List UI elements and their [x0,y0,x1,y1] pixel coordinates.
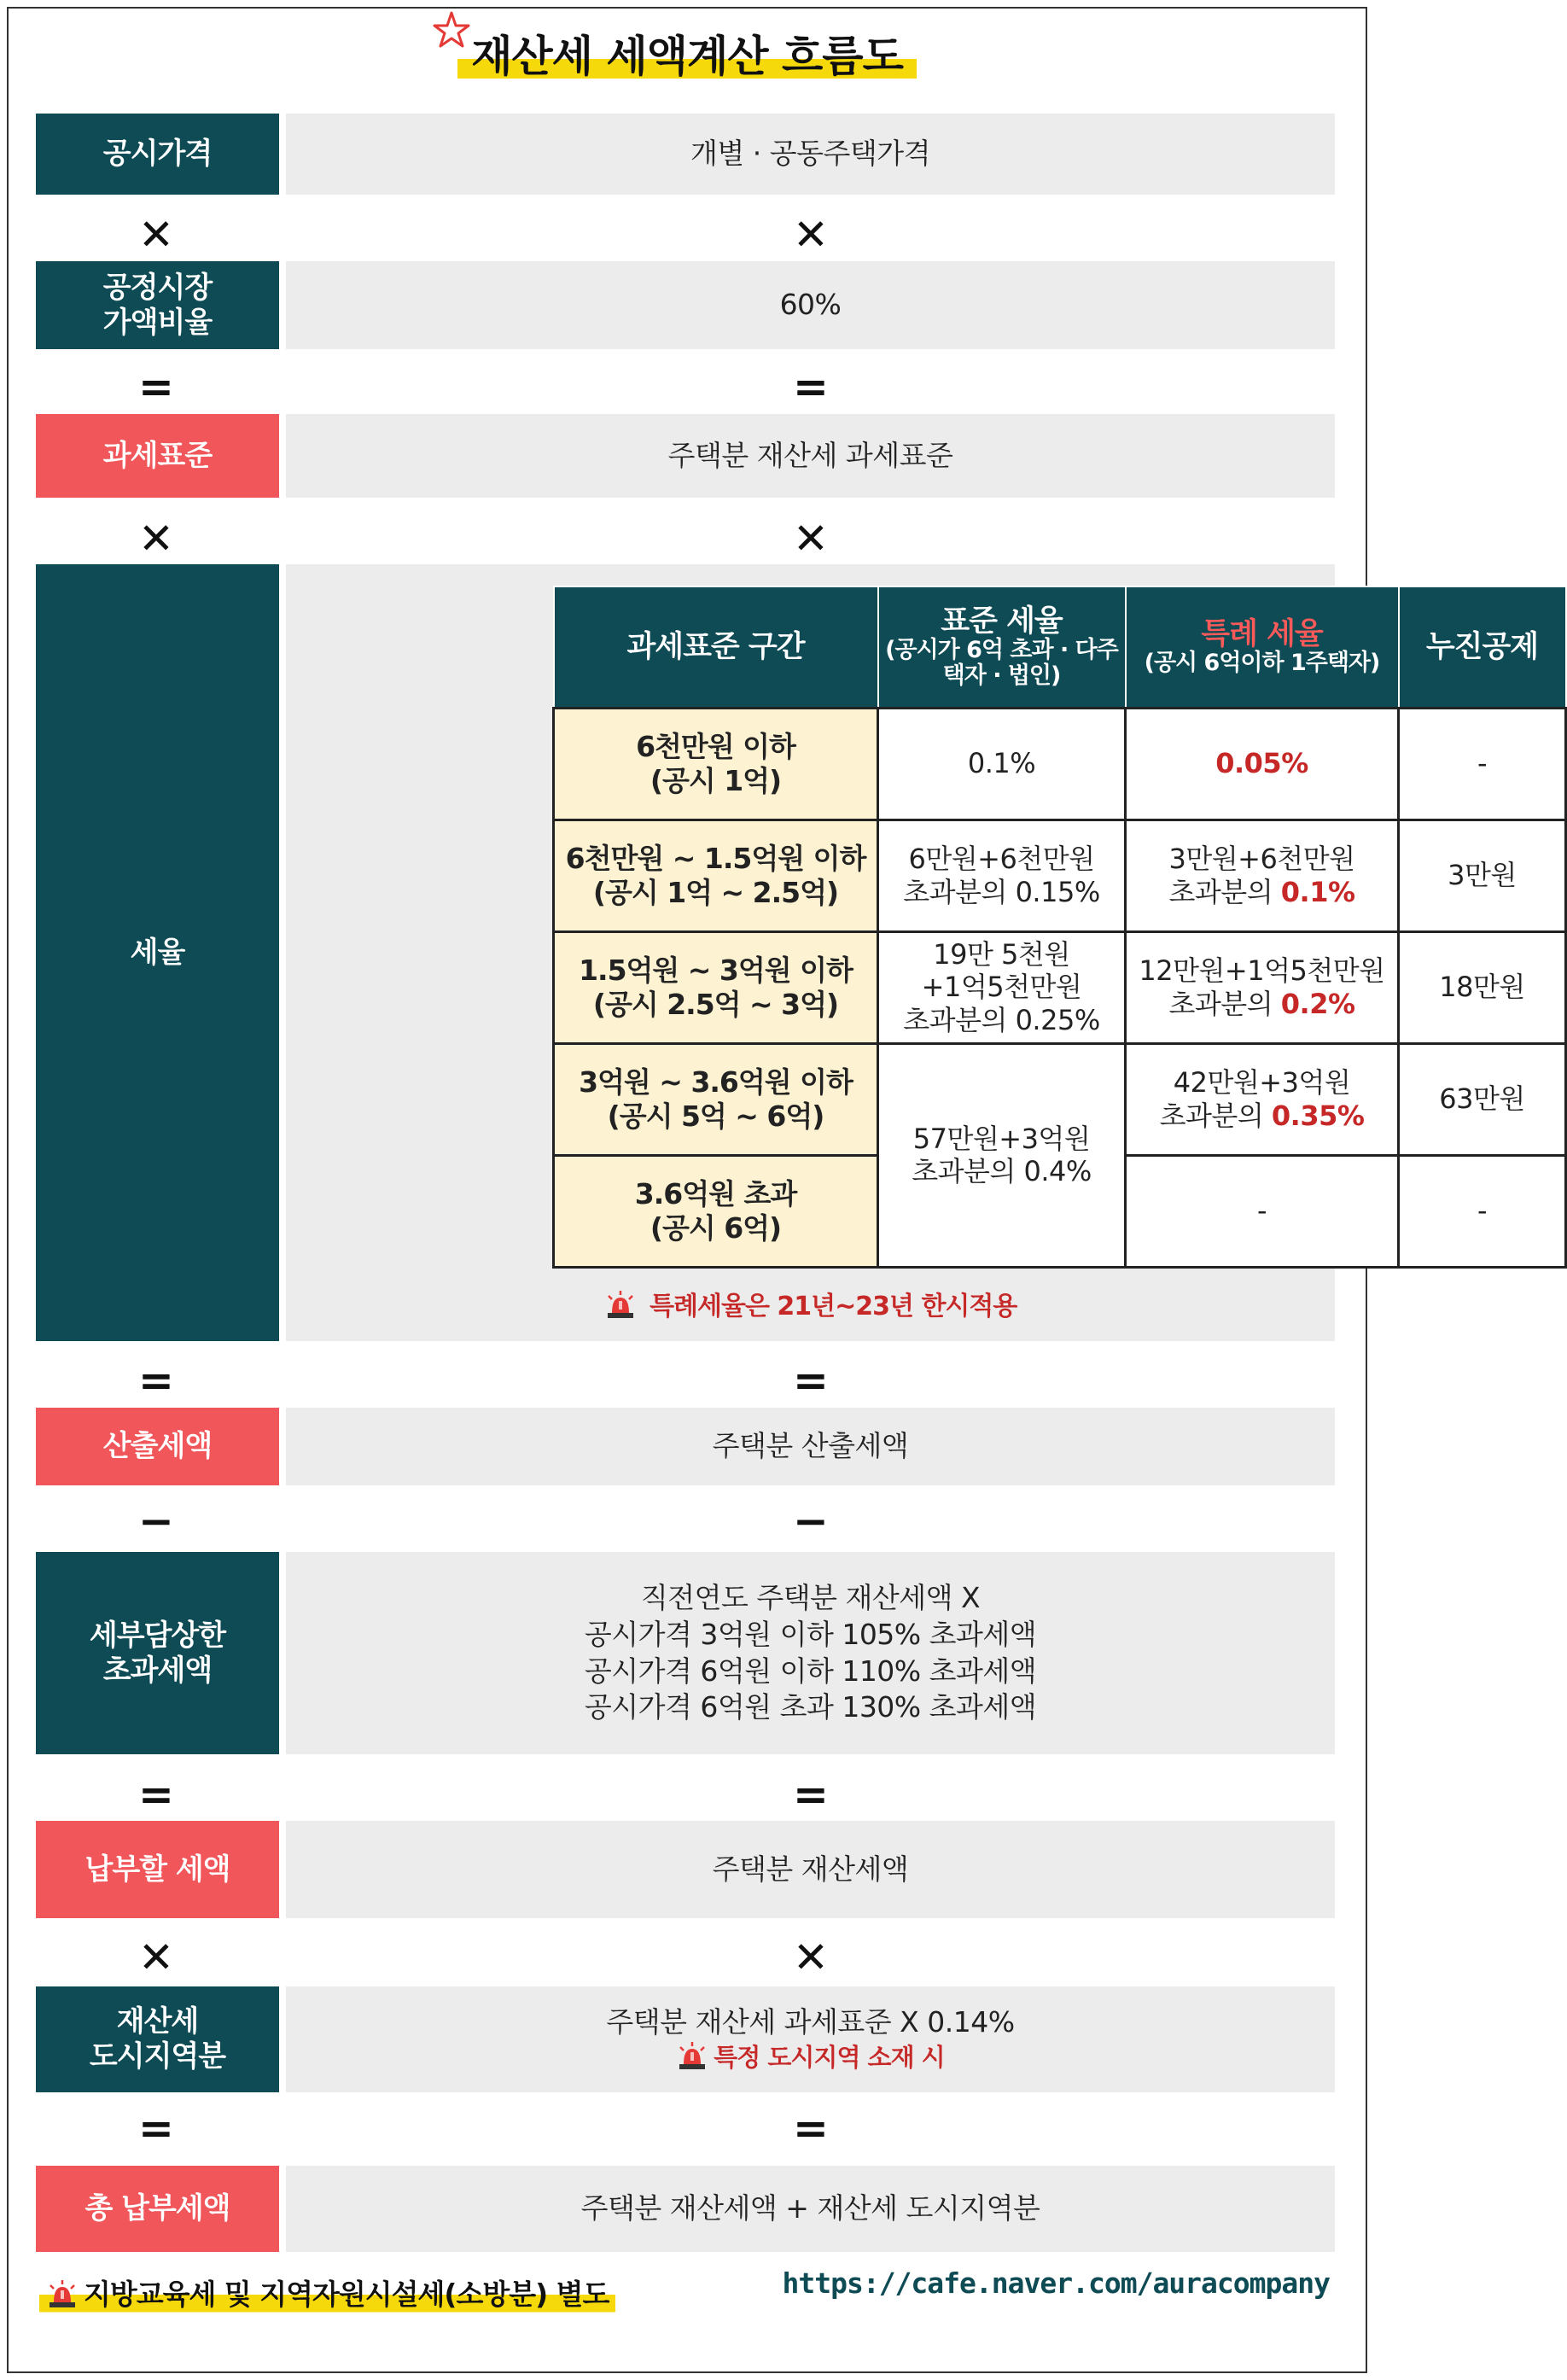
band-cell [554,708,878,820]
band-text: 3억원 ~ 3.6억원 이하 [579,1065,853,1099]
siren-icon [46,2279,79,2308]
deduction-cell: 18만원 [1399,931,1566,1043]
urban-area-label-line1: 재산세 [116,2004,199,2039]
band-cell [554,1155,878,1267]
band-sub-text: (공시 1억 ~ 2.5억) [592,875,839,909]
special-rate-notice-text: 특례세율은 21년~23년 한시적용 [650,1292,1017,1321]
standard-rate-line: 초과분의 0.25% [903,1003,1100,1036]
equals-operator: = [138,1770,174,1819]
title-wrap [0,19,1374,84]
equals-operator: = [138,1356,174,1405]
multiply-operator: ✕ [138,514,174,563]
calculated-tax-label: 산출세액 [36,1408,279,1485]
footer-url-link[interactable]: https://cafe.naver.com/auracompany [782,2266,1330,2300]
fair-market-label [36,261,279,349]
multiply-operator: ✕ [138,1933,174,1982]
tax-base-label: 과세표준 [36,414,279,498]
star-icon [432,10,471,50]
special-rate-cell [1126,708,1399,820]
special-rate-line: 3만원+6천만원 [1168,843,1355,876]
standard-rate-cell: 0.1% [878,708,1126,820]
special-rate-line: 초과분의 [1159,1099,1264,1132]
band-cell [554,1043,878,1155]
row-payable-tax [36,1821,1335,1918]
standard-rate-line: +1억5천만원 [921,971,1082,1004]
row-cap-excess [36,1552,1335,1754]
siren-icon [604,1290,637,1319]
standard-rate-line: 초과분의 0.15% [903,875,1100,908]
band-sub-text: (공시 5억 ~ 6억) [607,1099,824,1133]
cap-excess-line: 공시가격 6억원 초과 130% 초과세액 [584,1690,1037,1724]
standard-rate-line: 6만원+6천만원 [908,843,1095,876]
header-deduction: 누진공제 [1399,586,1566,708]
equals-operator: = [793,1770,829,1819]
special-rate-line: 42만원+3억원 [1173,1066,1351,1100]
siren-icon [676,2041,708,2070]
band-cell [554,931,878,1043]
multiply-operator: ✕ [793,210,829,260]
cap-excess-line: 공시가격 3억원 이하 105% 초과세액 [584,1617,1037,1651]
header-special-sub: (공시 6억이하 1주택자) [1144,650,1380,677]
header-band: 과세표준 구간 [554,586,878,708]
urban-area-formula: 주택분 재산세 과세표준 X 0.14% [606,2005,1015,2039]
tax-rate-table [552,586,1567,1269]
equals-operator: = [793,2103,829,2153]
tax-rate-label: 세율 [36,564,279,1341]
special-rate-line: 초과분의 [1168,987,1273,1020]
special-rate-highlight: 0.35% [1271,1099,1365,1132]
urban-area-note [606,2041,1014,2074]
band-cell [554,820,878,931]
urban-area-label [36,1986,279,2092]
equals-operator: = [138,362,174,411]
row-fair-market-ratio [36,261,1335,349]
fair-market-label-line2: 가액비율 [102,305,213,340]
multiply-operator: ✕ [793,1933,829,1982]
footer-note-text: 지방교육세 및 지역자원시설세(소방분) 별도 [84,2278,609,2311]
table-header-row [554,586,1566,708]
special-rate-cell [1126,1043,1399,1155]
row-tax-base [36,414,1335,498]
equals-operator: = [793,362,829,411]
urban-area-note-text: 특정 도시지역 소재 시 [714,2043,945,2073]
special-rate-cell: - [1126,1155,1399,1267]
table-row [554,820,1566,931]
band-text: 1.5억원 ~ 3억원 이하 [579,953,853,987]
official-price-label: 공시가격 [36,114,279,195]
cap-excess-label-line1: 세부담상한 [89,1618,226,1653]
calculated-tax-content: 주택분 산출세액 [286,1408,1335,1485]
footer-note [39,2271,615,2314]
band-sub-text: (공시 6억) [650,1210,782,1245]
table-row [554,931,1566,1043]
special-rate-highlight: 0.05% [1215,747,1308,780]
total-tax-label: 총 납부세액 [36,2166,279,2252]
minus-operator: − [793,1496,829,1546]
row-calculated-tax [36,1408,1335,1485]
tax-rate-content [286,564,1539,1341]
multiply-operator: ✕ [138,210,174,260]
deduction-cell: 3만원 [1399,820,1566,931]
cap-excess-label [36,1552,279,1754]
standard-rate-cell [878,931,1126,1043]
deduction-cell: - [1399,708,1566,820]
header-standard-sub: (공시가 6억 초과 · 다주택자 · 법인) [885,637,1118,689]
fair-market-content: 60% [286,261,1335,349]
equals-operator: = [793,1356,829,1405]
special-rate-highlight: 0.1% [1280,875,1355,908]
urban-area-label-line2: 도시지역분 [89,2039,226,2074]
tax-base-content: 주택분 재산세 과세표준 [286,414,1335,498]
row-urban-area [36,1986,1335,2092]
special-rate-line: 초과분의 [1168,875,1273,908]
equals-operator: = [138,2103,174,2153]
special-rate-cell [1126,931,1399,1043]
standard-rate-cell [878,1043,1126,1267]
table-row [554,708,1566,820]
row-total-tax [36,2166,1335,2252]
deduction-cell: 63만원 [1399,1043,1566,1155]
special-rate-highlight: 0.2% [1280,987,1355,1020]
official-price-content: 개별 · 공동주택가격 [286,114,1335,195]
cap-excess-line: 공시가격 6억원 이하 110% 초과세액 [584,1654,1037,1688]
cap-excess-line: 직전연도 주택분 재산세액 X [640,1580,981,1614]
band-text: 3.6억원 초과 [634,1176,797,1210]
band-sub-text: (공시 1억) [650,763,782,797]
table-row [554,1043,1566,1155]
header-special-title: 특례 세율 [1201,616,1323,651]
band-text: 6천만원 ~ 1.5억원 이하 [565,841,866,875]
total-tax-content: 주택분 재산세액 + 재산세 도시지역분 [286,2166,1335,2252]
special-rate-line: 12만원+1억5천만원 [1139,954,1385,988]
special-rate-notice [286,1290,1335,1323]
row-official-price [36,114,1335,195]
minus-operator: − [138,1496,174,1546]
header-standard [878,586,1126,708]
page-title [457,19,917,84]
multiply-operator: ✕ [793,514,829,563]
urban-area-content [286,1986,1335,2092]
deduction-cell: - [1399,1155,1566,1267]
standard-rate-line: 57만원+3억원 [912,1122,1091,1155]
payable-tax-content: 주택분 재산세액 [286,1821,1335,1918]
special-rate-cell [1126,820,1399,931]
row-tax-rate [36,564,1539,1341]
fair-market-label-line1: 공정시장 [102,270,213,305]
standard-rate-line: 초과분의 0.4% [912,1155,1092,1187]
header-standard-title: 표준 세율 [941,604,1063,639]
page-title-text: 재산세 세액계산 흐름도 [471,32,903,81]
standard-rate-line: 19만 5천원 [933,937,1070,971]
standard-rate-cell [878,820,1126,931]
cap-excess-label-line2: 초과세액 [102,1653,213,1688]
header-special [1126,586,1399,708]
band-text: 6천만원 이하 [636,729,795,763]
band-sub-text: (공시 2.5억 ~ 3억) [592,987,839,1021]
payable-tax-label: 납부할 세액 [36,1821,279,1918]
cap-excess-content [286,1552,1335,1754]
